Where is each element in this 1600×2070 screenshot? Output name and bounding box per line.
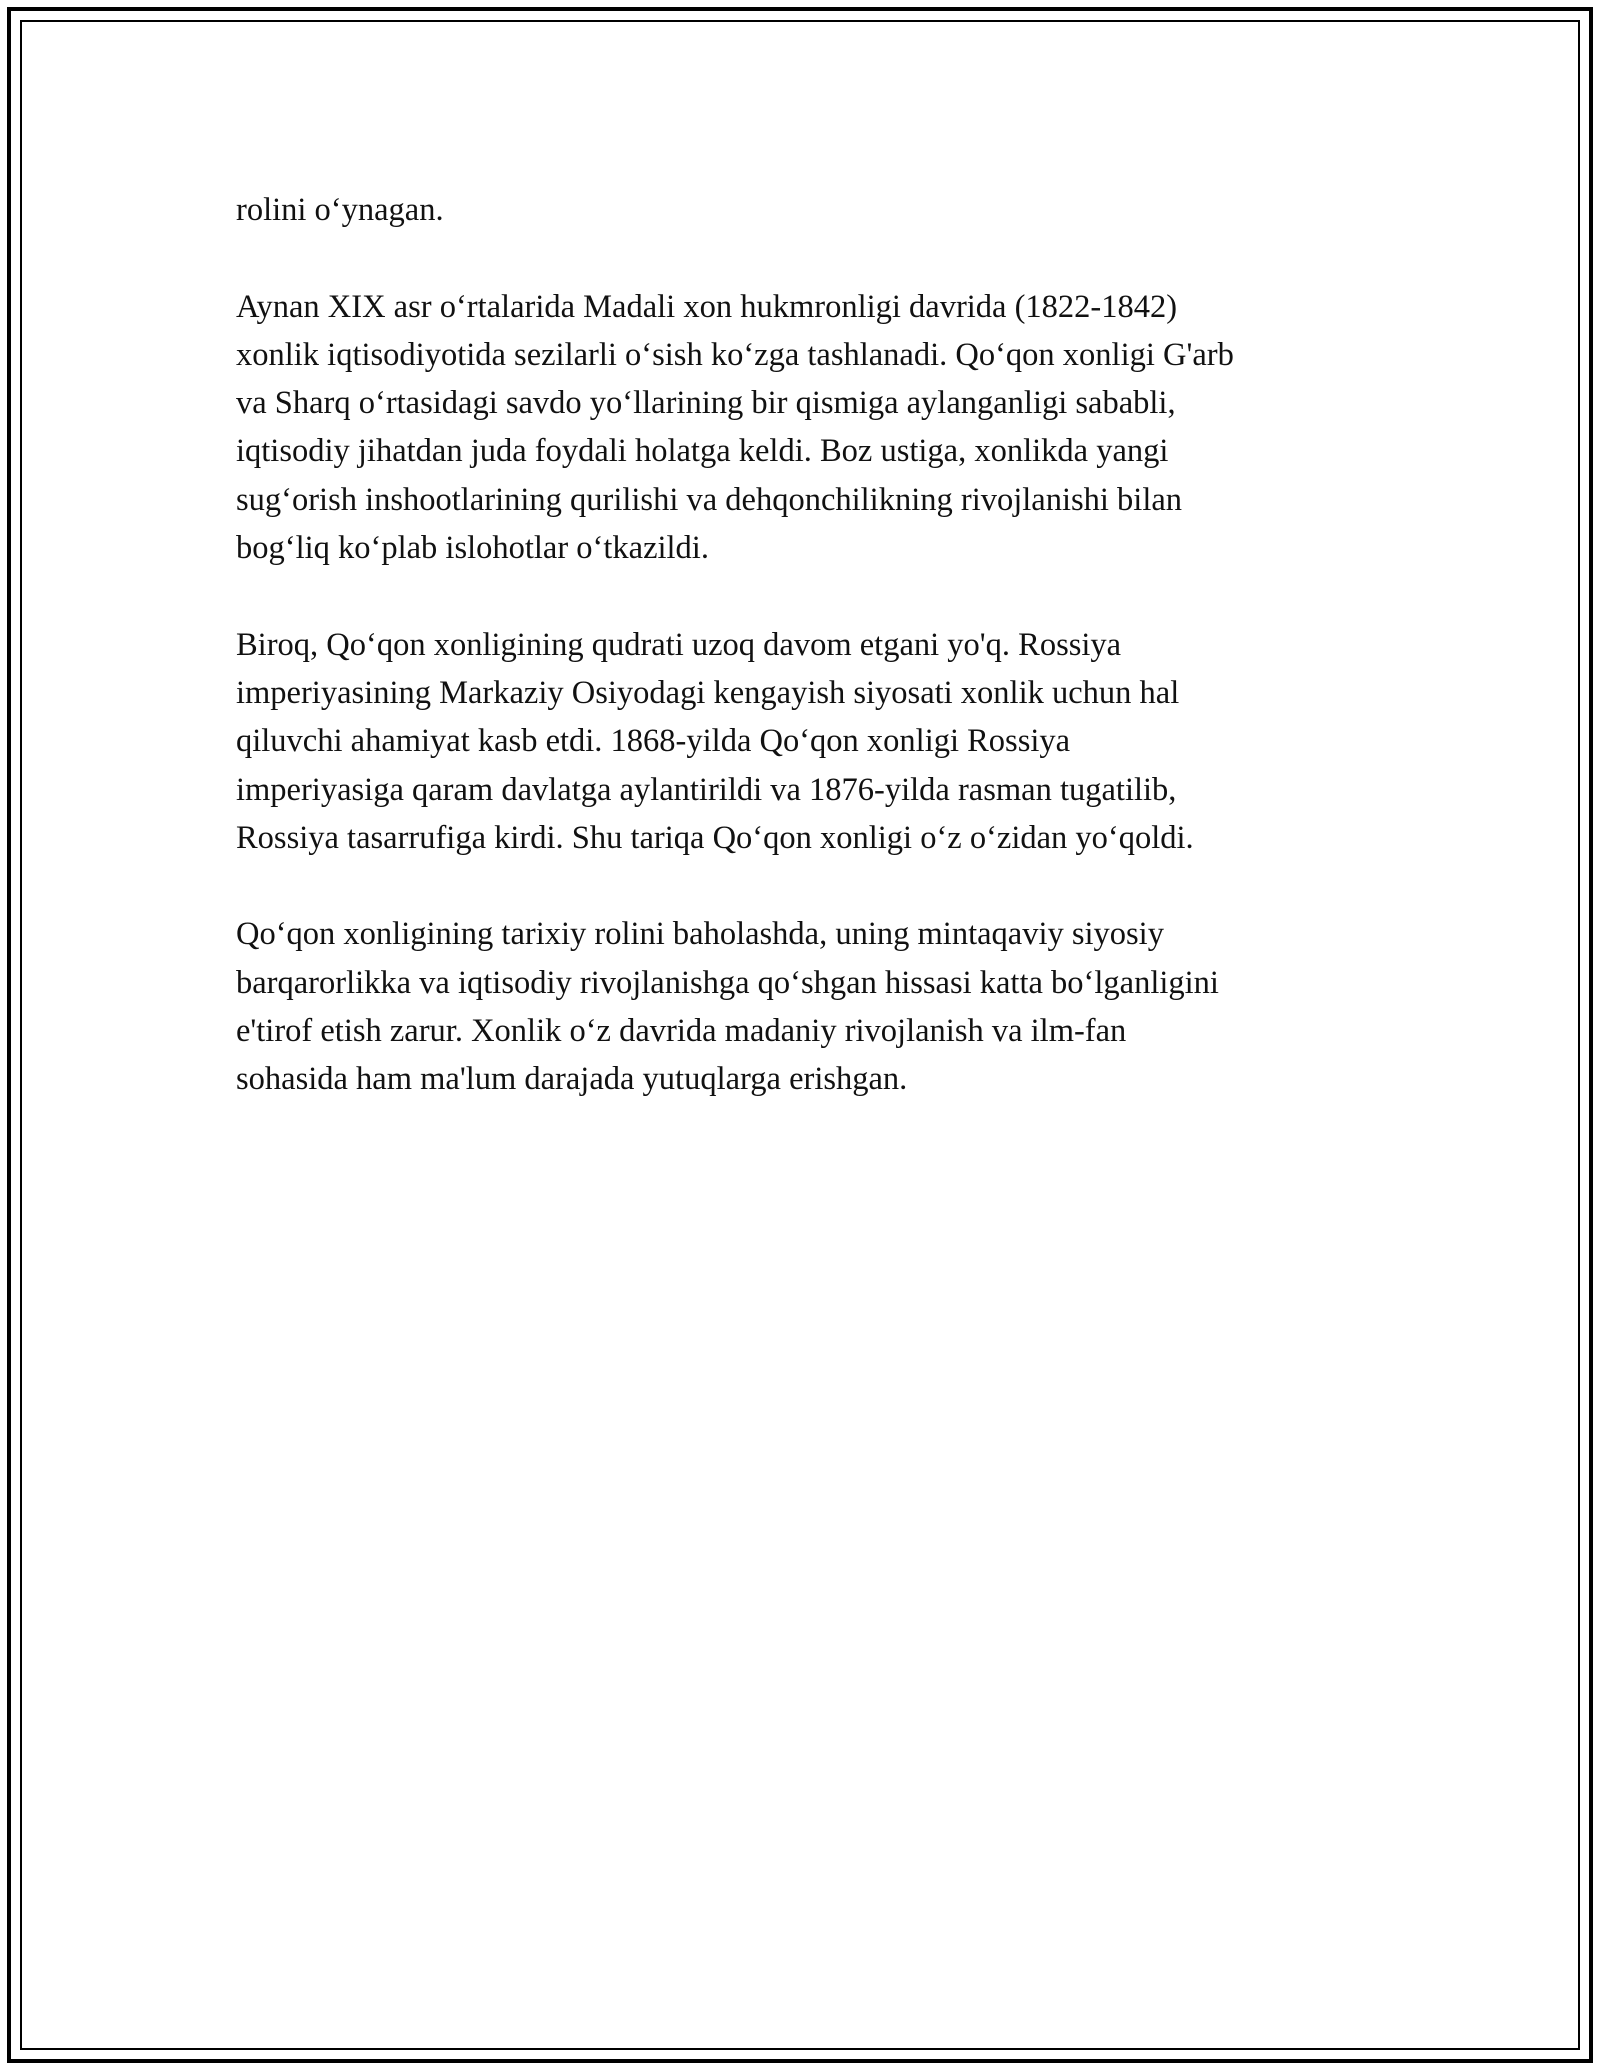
text-line: barqarorlikka va iqtisodiy rivojlanishga qo‘shgan hissasi katta bo‘lganligini: [236, 964, 1219, 1001]
text-line: Aynan XIX asr o‘rtalarida Madali xon hukmronligi davrida (1822-1842): [236, 288, 1178, 325]
text-line: imperiyasining Markaziy Osiyodagi kengayish siyosati xonlik uchun hal: [236, 674, 1180, 711]
text-line: Qo‘qon xonligining tarixiy rolini baholashda, uning mintaqaviy siyosiy: [236, 916, 1164, 953]
text-line: xonlik iqtisodiyotida sezilarli o‘sish ko‘zga tashlanadi. Qo‘qon xonligi G'arb: [236, 336, 1234, 373]
paragraph-1: [236, 186, 1396, 234]
text-line: Biroq, Qo‘qon xonligining qudrati uzoq davom etgani yo'q. Rossiya: [236, 626, 1122, 663]
text-line: rolini o‘ynagan.: [236, 192, 444, 228]
text-line: sug‘orish inshootlarining qurilishi va dehqonchilikning rivojlanishi bilan: [236, 481, 1183, 518]
text-line: qiluvchi ahamiyat kasb etdi. 1868-yilda Qo‘qon xonligi Rossiya: [236, 723, 1071, 760]
text-line: va Sharq o‘rtasidagi savdo yo‘llarining bir qismiga aylanganligi sababli,: [236, 385, 1176, 422]
text-line: imperiyasiga qaram davlatga aylantirildi va 1876-yilda rasman tugatilib,: [236, 771, 1177, 808]
text-line: bog‘liq ko‘plab islohotlar o‘tkazildi.: [236, 530, 709, 567]
paragraph-2: [236, 283, 1396, 573]
text-line: e'tirof etish zarur. Xonlik o‘z davrida madaniy rivojlanish va ilm-fan: [236, 1013, 1127, 1050]
paragraph-4: [236, 910, 1396, 1103]
text-line: iqtisodiy jihatdan juda foydali holatga keldi. Boz ustiga, xonlikda yangi: [236, 433, 1169, 470]
text-line: Rossiya tasarrufiga kirdi. Shu tariqa Qo‘qon xonligi o‘z o‘zidan yo‘qoldi.: [236, 819, 1194, 856]
document-body: [236, 186, 1396, 1152]
text-line: sohasida ham ma'lum darajada yutuqlarga erishgan.: [236, 1061, 908, 1098]
paragraph-3: [236, 621, 1396, 862]
